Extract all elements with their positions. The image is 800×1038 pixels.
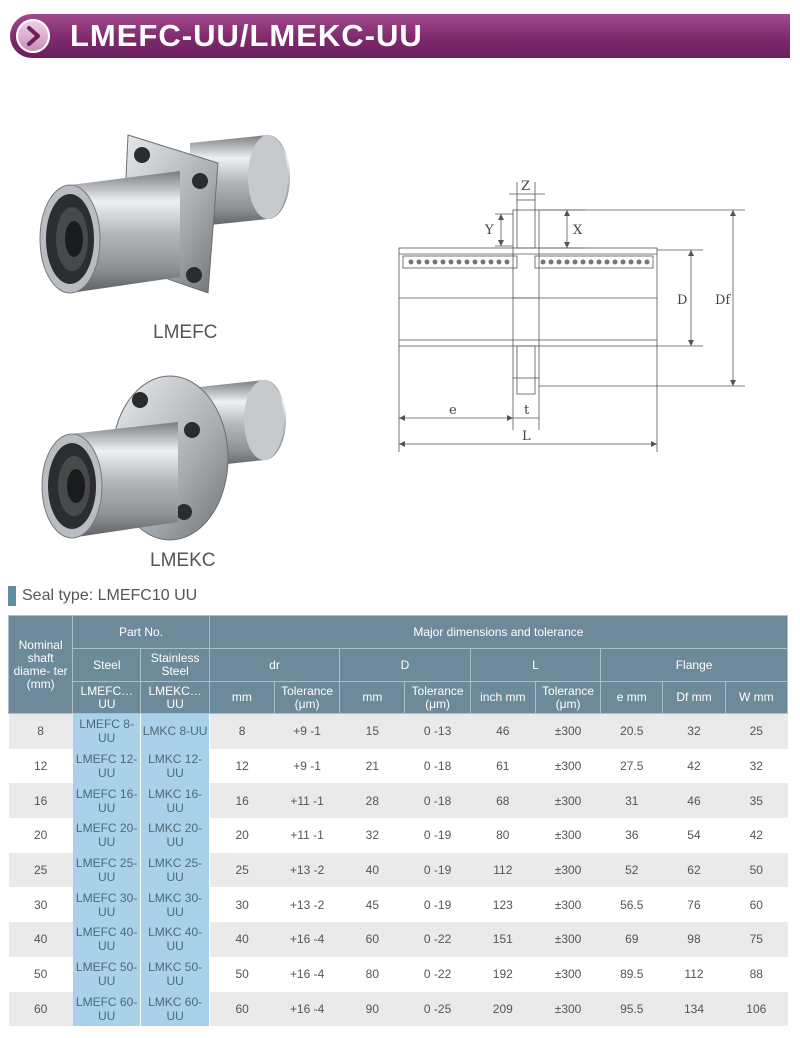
table-row [9, 992, 788, 1027]
spec-table [8, 615, 788, 1026]
header-part-no: Part No. [73, 616, 210, 649]
diagram-label-l: L [522, 429, 531, 444]
table-row [9, 749, 788, 784]
cell: LMKC 30-UU [141, 887, 209, 922]
cell: 95.5 [601, 992, 663, 1027]
cell: ±300 [535, 992, 600, 1027]
cell: 25 [725, 714, 787, 749]
cell: 31 [601, 783, 663, 818]
cell: LMEFC 30-UU [73, 887, 141, 922]
cell: 0 -13 [405, 714, 470, 749]
cell: 0 -19 [405, 887, 470, 922]
header-l-tolerance: Tolerance (μm) [535, 682, 600, 714]
cell: 151 [470, 922, 535, 957]
diagram-label-y: Y [485, 223, 494, 238]
header-stainless: Stainless Steel [141, 649, 209, 682]
cell: 40 [209, 922, 274, 957]
cell: 8 [9, 714, 73, 749]
cell: 50 [9, 957, 73, 992]
cell: 0 -22 [405, 922, 470, 957]
cell: 52 [601, 853, 663, 888]
cell: LMEFC 25-UU [73, 853, 141, 888]
cell: LMKC 40-UU [141, 922, 209, 957]
cell: 40 [9, 922, 73, 957]
cell: 80 [340, 957, 405, 992]
table-row [9, 853, 788, 888]
cell: LMKC 16-UU [141, 783, 209, 818]
cell: 89.5 [601, 957, 663, 992]
cell: +13 -2 [274, 887, 339, 922]
cell: 192 [470, 957, 535, 992]
title-banner [10, 14, 790, 58]
cell: 20 [9, 818, 73, 853]
cell: 112 [470, 853, 535, 888]
cell: ±300 [535, 957, 600, 992]
cell: 56.5 [601, 887, 663, 922]
header-e: e mm [601, 682, 663, 714]
cell: 106 [725, 992, 787, 1027]
cell: +16 -4 [274, 957, 339, 992]
cell: 16 [9, 783, 73, 818]
cell: 0 -19 [405, 818, 470, 853]
header-steel: Steel [73, 649, 141, 682]
cell: LMEFC 50-UU [73, 957, 141, 992]
cell: +11 -1 [274, 818, 339, 853]
chevron-right-icon [16, 19, 50, 53]
header-l-inch: inch mm [470, 682, 535, 714]
header-l: L [470, 649, 600, 682]
table-row [9, 783, 788, 818]
cell: 46 [470, 714, 535, 749]
cell: 60 [340, 922, 405, 957]
diagram-label-t: t [524, 403, 530, 418]
cell: 35 [725, 783, 787, 818]
table-row [9, 818, 788, 853]
cell: ±300 [535, 922, 600, 957]
cell: 209 [470, 992, 535, 1027]
cell: 90 [340, 992, 405, 1027]
cell: ±300 [535, 853, 600, 888]
diagram-label-z: Z [521, 179, 531, 194]
cell: 62 [663, 853, 725, 888]
cell: 32 [663, 714, 725, 749]
cell: 32 [725, 749, 787, 784]
cell: 32 [340, 818, 405, 853]
cell: 88 [725, 957, 787, 992]
cell: +16 -4 [274, 992, 339, 1027]
cell: 30 [209, 887, 274, 922]
cell: LMKC 60-UU [141, 992, 209, 1027]
header-steel-code: LMEFC…UU [73, 682, 141, 714]
diagram-label-d: D [677, 293, 688, 308]
cell: LMEFC 16-UU [73, 783, 141, 818]
cell: 0 -22 [405, 957, 470, 992]
cell: 25 [209, 853, 274, 888]
header-d: D [340, 649, 470, 682]
table-row [9, 714, 788, 749]
cell: 50 [209, 957, 274, 992]
cell: 27.5 [601, 749, 663, 784]
header-d-tolerance: Tolerance (μm) [405, 682, 470, 714]
cell: 21 [340, 749, 405, 784]
cell: 60 [725, 887, 787, 922]
cell: 12 [209, 749, 274, 784]
header-flange: Flange [601, 649, 788, 682]
cell: LMEFC 60-UU [73, 992, 141, 1027]
cell: ±300 [535, 887, 600, 922]
cell: 30 [9, 887, 73, 922]
cell: +9 -1 [274, 749, 339, 784]
lmekc-label: LMEKC [150, 550, 216, 571]
cell: LMEFC 12-UU [73, 749, 141, 784]
lmefc-product-image [30, 125, 290, 305]
header-nominal-shaft: Nominal shaft diame- ter (mm) [9, 616, 73, 714]
cell: 0 -19 [405, 853, 470, 888]
cell: 112 [663, 957, 725, 992]
page-title: LMEFC-UU/LMEKC-UU [70, 18, 423, 53]
header-dr-tolerance: Tolerance (μm) [274, 682, 339, 714]
table-row [9, 887, 788, 922]
dimension-diagram [385, 170, 785, 460]
cell: 60 [9, 992, 73, 1027]
cell: +13 -2 [274, 853, 339, 888]
cell: 0 -18 [405, 783, 470, 818]
cell: 61 [470, 749, 535, 784]
cell: LMEFC 40-UU [73, 922, 141, 957]
table-row [9, 957, 788, 992]
cell: +9 -1 [274, 714, 339, 749]
cell: 123 [470, 887, 535, 922]
cell: 40 [340, 853, 405, 888]
cell: LMKC 12-UU [141, 749, 209, 784]
cell: 36 [601, 818, 663, 853]
cell: 12 [9, 749, 73, 784]
cell: 16 [209, 783, 274, 818]
cell: 42 [725, 818, 787, 853]
cell: 75 [725, 922, 787, 957]
cell: LMEFC 8-UU [73, 714, 141, 749]
seal-type-marker [8, 586, 16, 606]
cell: 76 [663, 887, 725, 922]
cell: 0 -25 [405, 992, 470, 1027]
header-dr: dr [209, 649, 339, 682]
cell: 80 [470, 818, 535, 853]
header-d-mm: mm [340, 682, 405, 714]
cell: 20 [209, 818, 274, 853]
table-row [9, 922, 788, 957]
cell: LMKC 20-UU [141, 818, 209, 853]
cell: 68 [470, 783, 535, 818]
header-major-dimensions: Major dimensions and tolerance [209, 616, 787, 649]
header-df: Df mm [663, 682, 725, 714]
lmekc-product-image [30, 372, 290, 542]
cell: 8 [209, 714, 274, 749]
header-dr-mm: mm [209, 682, 274, 714]
cell: 50 [725, 853, 787, 888]
cell: 0 -18 [405, 749, 470, 784]
cell: LMKC 50-UU [141, 957, 209, 992]
cell: 60 [209, 992, 274, 1027]
diagram-label-e: e [449, 403, 457, 418]
diagram-label-x: X [573, 223, 583, 238]
cell: 69 [601, 922, 663, 957]
cell: ±300 [535, 749, 600, 784]
cell: 28 [340, 783, 405, 818]
cell: +11 -1 [274, 783, 339, 818]
cell: 45 [340, 887, 405, 922]
cell: 46 [663, 783, 725, 818]
cell: +16 -4 [274, 922, 339, 957]
header-w: W mm [725, 682, 787, 714]
header-stainless-code: LMEKC…UU [141, 682, 209, 714]
cell: LMEFC 20-UU [73, 818, 141, 853]
seal-type-text: Seal type: LMEFC10 UU [22, 587, 198, 604]
cell: LMKC 25-UU [141, 853, 209, 888]
cell: 54 [663, 818, 725, 853]
cell: 134 [663, 992, 725, 1027]
cell: 20.5 [601, 714, 663, 749]
cell: 42 [663, 749, 725, 784]
cell: ±300 [535, 783, 600, 818]
diagram-label-df: Df [715, 293, 731, 308]
cell: LMKC 8-UU [141, 714, 209, 749]
cell: ±300 [535, 818, 600, 853]
cell: 15 [340, 714, 405, 749]
cell: 25 [9, 853, 73, 888]
cell: ±300 [535, 714, 600, 749]
lmefc-label: LMEFC [153, 322, 218, 343]
cell: 98 [663, 922, 725, 957]
